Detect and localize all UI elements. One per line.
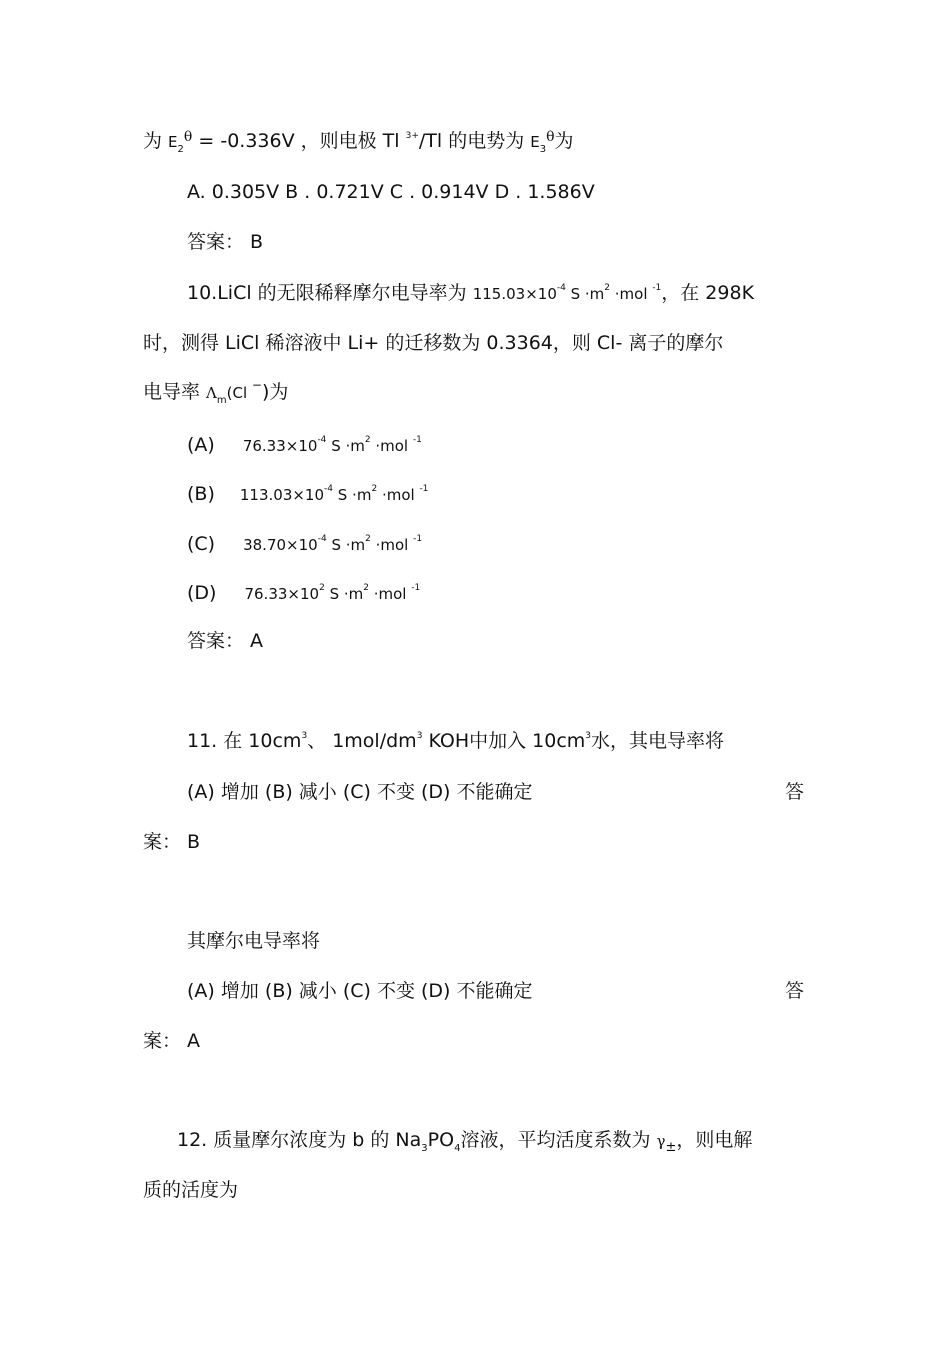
text: 为 [554, 130, 574, 152]
superscript: 3 [416, 731, 423, 741]
subscript: m [216, 395, 227, 406]
q9-options: A. 0.305V B . 0.721V C . 0.914V D . 1.586V [187, 181, 595, 203]
q10-option-b [187, 482, 428, 510]
q11b-line: 其摩尔电导率将 [187, 930, 321, 952]
exponent: 2 [604, 283, 611, 293]
unit: S ·m [565, 285, 605, 303]
text: 溶液，平均活度系数为 [460, 1129, 657, 1151]
text: 、 1mol/dm [307, 730, 417, 752]
unit: S ·m [326, 437, 365, 455]
subscript: 3 [539, 144, 547, 155]
text: 10.LiCl 的无限稀释摩尔电导率为 [187, 282, 473, 304]
exponent: 2 [371, 484, 378, 494]
superscript: 3+ [405, 131, 419, 141]
exponent: -1 [419, 484, 429, 494]
subscript: 4 [454, 1143, 461, 1154]
text: /Tl 的电势为 [418, 130, 531, 152]
exponent: -4 [317, 534, 327, 544]
exponent: -1 [412, 435, 422, 445]
q12-line1 [177, 1128, 752, 1156]
text: 为 [143, 130, 169, 152]
theta-symbol: θ [183, 129, 193, 145]
q10-line1 [187, 281, 754, 309]
q10-option-d [187, 581, 420, 609]
q10-line3 [143, 380, 288, 408]
symbol-e: E [530, 133, 540, 151]
unit: S ·m [326, 536, 366, 554]
q11b-options: (A) 增加 (B) 减小 (C) 不变 (D) 不能确定 [187, 980, 533, 1002]
unit: ·mol [370, 536, 414, 554]
q9-line1 [143, 129, 574, 157]
symbol-e: E [168, 133, 178, 151]
exponent: 2 [365, 534, 371, 544]
text: PO [427, 1129, 455, 1151]
superscript: − [251, 378, 262, 392]
text: = -0.336V ，则电极 Tl [192, 130, 406, 152]
q9-answer: 答案： B [187, 231, 264, 253]
exponent: -1 [411, 583, 421, 593]
unit: ·mol [368, 585, 412, 603]
text: 12. 质量摩尔浓度为 b 的 Na [177, 1129, 422, 1151]
q12-line2: 质的活度为 [143, 1179, 239, 1201]
subscript: ± [665, 1140, 677, 1155]
option-label: (D) [187, 582, 217, 604]
unit: ·mol [370, 437, 413, 455]
q10-option-c [187, 532, 422, 560]
exponent: -1 [652, 283, 662, 293]
q10-line2: 时，测得 LiCl 稀溶液中 Li+ 的迁移数为 0.3364，则 Cl- 离子的摩尔 [143, 332, 724, 354]
text: ，在 298K [661, 282, 755, 304]
subscript: 3 [421, 1143, 428, 1154]
value: 76.33×10 [242, 437, 318, 455]
exponent: 2 [363, 583, 369, 593]
q11-answer-tail: 答 [785, 781, 805, 803]
superscript: 3 [301, 731, 308, 741]
gamma-symbol: γ [656, 1132, 666, 1150]
value: 115.03×10 [472, 285, 557, 303]
option-label: (C) [187, 533, 216, 555]
theta-symbol: θ [546, 129, 555, 145]
exponent: -4 [324, 484, 333, 494]
text: 11. 在 10cm [187, 730, 302, 752]
exponent: -4 [317, 435, 327, 445]
unit: S ·m [324, 585, 364, 603]
text: (Cl [226, 384, 252, 402]
text: ，则电解 [676, 1129, 753, 1151]
text: KOH中加入 10cm [422, 730, 586, 752]
exponent: -4 [556, 283, 566, 293]
text: 电导率 [143, 381, 207, 403]
exponent: -1 [413, 534, 423, 544]
q11-options: (A) 增加 (B) 减小 (C) 不变 (D) 不能确定 [187, 781, 533, 803]
unit: ·mol [377, 486, 420, 504]
text: 水，其电导率将 [591, 730, 725, 752]
subscript: 2 [177, 144, 184, 155]
superscript: 3 [585, 731, 592, 741]
exponent: 2 [364, 435, 371, 445]
q11-line1 [187, 729, 724, 757]
text: )为 [261, 381, 289, 403]
value: 76.33×10 [244, 585, 320, 603]
value: 38.70×10 [243, 536, 318, 554]
exponent: 2 [319, 583, 325, 593]
unit: ·mol [610, 285, 653, 303]
q10-option-a [187, 433, 422, 461]
lambda-symbol: Λ [206, 384, 217, 402]
option-label: (A) [187, 434, 215, 456]
unit: S ·m [333, 486, 372, 504]
option-label: (B) [187, 483, 215, 505]
value: 113.03×10 [239, 486, 325, 504]
q11b-answer-tail: 答 [785, 980, 805, 1002]
q11b-answer: 案： A [143, 1030, 201, 1052]
q11-answer: 案： B [143, 831, 201, 853]
q10-answer: 答案： A [187, 630, 264, 652]
